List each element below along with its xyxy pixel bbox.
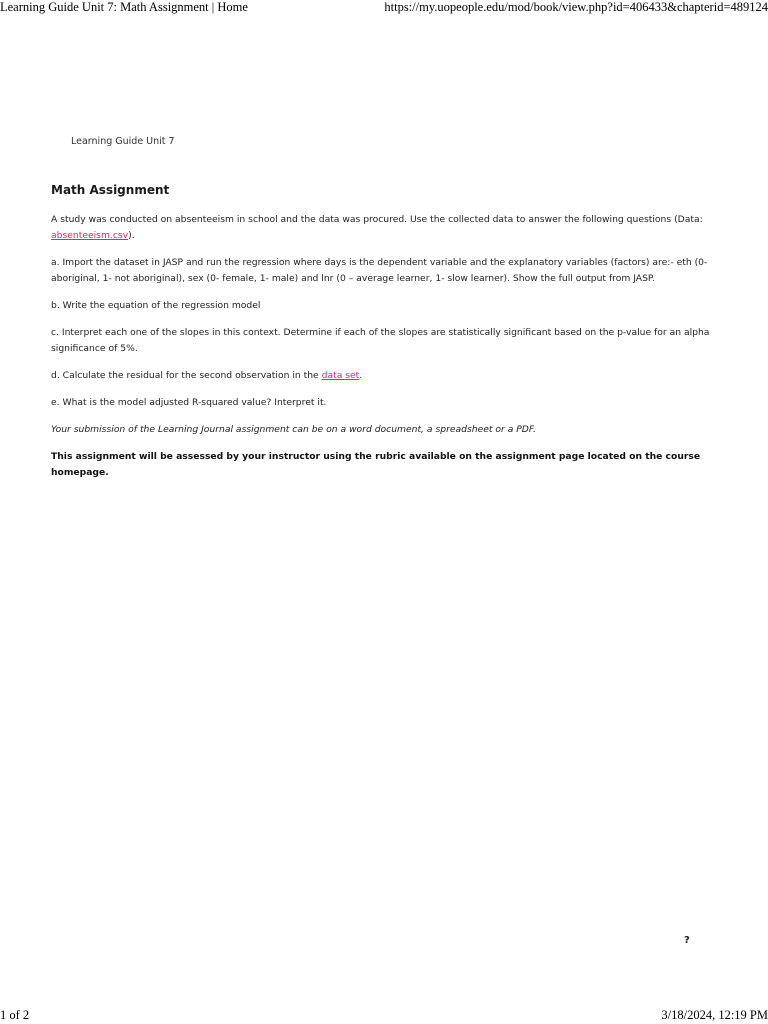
document-title: Learning Guide Unit 7: Math Assignment | Home <box>0 0 248 14</box>
question-d <box>51 368 716 384</box>
absenteeism-csv-link[interactable]: absenteeism.csv <box>51 230 129 241</box>
assignment-content <box>51 182 716 492</box>
breadcrumb[interactable]: Learning Guide Unit 7 <box>71 136 175 147</box>
print-footer <box>0 1008 768 1024</box>
page-number: 1 of 2 <box>0 1008 30 1022</box>
question-a: a. Import the dataset in JASP and run the regression where days is the dependent variable and the explanatory variables (factors) are:- eth (0- aboriginal, 1- not aboriginal), sex (0- female, 1- male) and lnr (0 – average learner, 1- slow learner). Show the full output from JASP. <box>51 257 708 284</box>
print-date: 3/18/2024, 12:19 PM <box>661 1008 768 1022</box>
question-d-text: d. Calculate the residual for the second observation in the <box>51 370 322 381</box>
help-icon[interactable]: ? <box>684 935 690 946</box>
assessment-note: This assignment will be assessed by your instructor using the rubric available on the assignment page located on the course homepage. <box>51 451 701 478</box>
submission-note: Your submission of the Learning Journal assignment can be on a word document, a spreadsheet or a PDF. <box>51 424 536 435</box>
page-title: Math Assignment <box>51 183 170 197</box>
print-header <box>0 0 768 16</box>
question-c: c. Interpret each one of the slopes in this context. Determine if each of the slopes are statistically significant based on the p-value for an alpha significance of 5%. <box>51 327 710 354</box>
document-url: https://my.uopeople.edu/mod/book/view.php?id=406433&chapterid=489124 <box>384 0 768 14</box>
question-e: e. What is the model adjusted R-squared value? Interpret it. <box>51 397 327 408</box>
intro-text: A study was conducted on absenteeism in school and the data was procured. Use the collected data to answer the following questions (Data: <box>51 214 703 225</box>
intro-paragraph <box>51 212 716 244</box>
question-b: b. Write the equation of the regression model <box>51 300 261 311</box>
data-set-link[interactable]: data set <box>321 370 360 381</box>
question-d-suffix: . <box>359 370 363 381</box>
intro-suffix: ). <box>128 230 135 241</box>
